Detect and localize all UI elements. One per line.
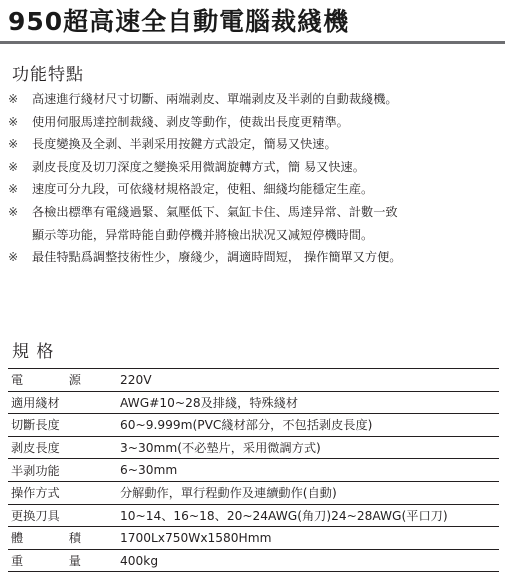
spec-value: 60~9.999m(PVC綫材部分，不包括剥皮長度)	[120, 414, 499, 437]
page-title: 950超高速全自動電腦裁綫機	[8, 7, 350, 36]
feature-text: 速度可分九段，可依綫材規格設定，使粗、細綫均能穩定生産。	[32, 182, 374, 197]
features-list	[8, 88, 503, 269]
spec-key-label: 半剥功能	[11, 463, 60, 478]
spec-row	[8, 414, 499, 437]
spec-key-label: 操作方式	[11, 486, 60, 501]
spec-row	[8, 527, 499, 550]
spec-table	[8, 368, 499, 572]
feature-text: 剥皮長度及切刀深度之變換采用微調旋轉方式，簡 易又快速。	[32, 159, 365, 174]
feature-item	[8, 88, 503, 111]
spec-key	[8, 549, 120, 572]
feature-item	[8, 201, 503, 224]
bullet-mark: ※	[8, 114, 19, 129]
spec-key	[8, 414, 120, 437]
feature-text: 長度變換及全剥、半剥采用按鍵方式設定，簡易又快速。	[32, 137, 337, 152]
bullet-mark: ※	[8, 250, 19, 265]
bullet-mark: ※	[8, 204, 19, 219]
spec-key-label: 電源	[11, 373, 81, 388]
spec-key-label: 體積	[11, 531, 81, 546]
feature-item	[8, 246, 503, 269]
spec-key-label: 切斷長度	[11, 418, 60, 433]
spec-key	[8, 504, 120, 527]
spec-key	[8, 459, 120, 482]
spec-key	[8, 391, 120, 414]
spec-row	[8, 504, 499, 527]
feature-text: 高速進行綫材尺寸切斷、兩端剥皮、單端剥皮及半剥的自動裁綫機。	[32, 92, 398, 106]
spec-key-label: 剥皮長度	[11, 441, 60, 456]
spec-row	[8, 459, 499, 482]
feature-item	[8, 178, 503, 201]
bullet-mark: ※	[8, 182, 19, 197]
spec-row	[8, 369, 499, 392]
feature-text: 最佳特點爲調整技術性少，廢綫少，調適時間短， 操作簡單又方便。	[32, 250, 402, 265]
spec-value: 400kg	[120, 549, 499, 572]
bullet-mark: ※	[8, 159, 19, 174]
spec-value: 1700Lx750Wx1580Hmm	[120, 527, 499, 550]
title-divider	[0, 41, 505, 44]
feature-text: 使用伺服馬達控制裁綫、剥皮等動作，使裁出長度更精準。	[32, 114, 349, 129]
feature-text-continuation: 顯示等功能，异常時能自動停機并將檢出狀况又减短停機時間。	[32, 227, 374, 242]
spec-value: AWG#10~28及排綫，特殊綫材	[120, 391, 499, 414]
spec-value: 10~14、16~18、20~24AWG(角刀)24~28AWG(平口刀)	[120, 504, 499, 527]
feature-item	[8, 156, 503, 179]
feature-item	[8, 111, 503, 134]
feature-item	[8, 133, 503, 156]
spec-value: 220V	[120, 369, 499, 392]
spec-key-label: 重量	[11, 554, 81, 569]
spec-value: 6~30mm	[120, 459, 499, 482]
spec-key	[8, 527, 120, 550]
spec-key	[8, 369, 120, 392]
spec-row	[8, 481, 499, 504]
features-heading: 功能特點	[12, 65, 84, 85]
spec-key	[8, 481, 120, 504]
spec-key-label: 更换刀具	[11, 508, 60, 523]
spec-key	[8, 436, 120, 459]
spec-row	[8, 391, 499, 414]
spec-row	[8, 549, 499, 572]
feature-text: 各檢出標準有電綫過緊、氣壓低下、氣缸卡住、馬達异常、計數一致	[32, 204, 398, 219]
bullet-mark: ※	[8, 92, 19, 106]
spec-value: 分解動作，單行程動作及連續動作(自動)	[120, 481, 499, 504]
spec-heading: 規 格	[12, 342, 55, 362]
spec-key-label: 適用綫材	[11, 395, 60, 410]
spec-value: 3~30mm(不必墊片，采用微調方式)	[120, 436, 499, 459]
bullet-mark: ※	[8, 137, 19, 152]
spec-row	[8, 436, 499, 459]
